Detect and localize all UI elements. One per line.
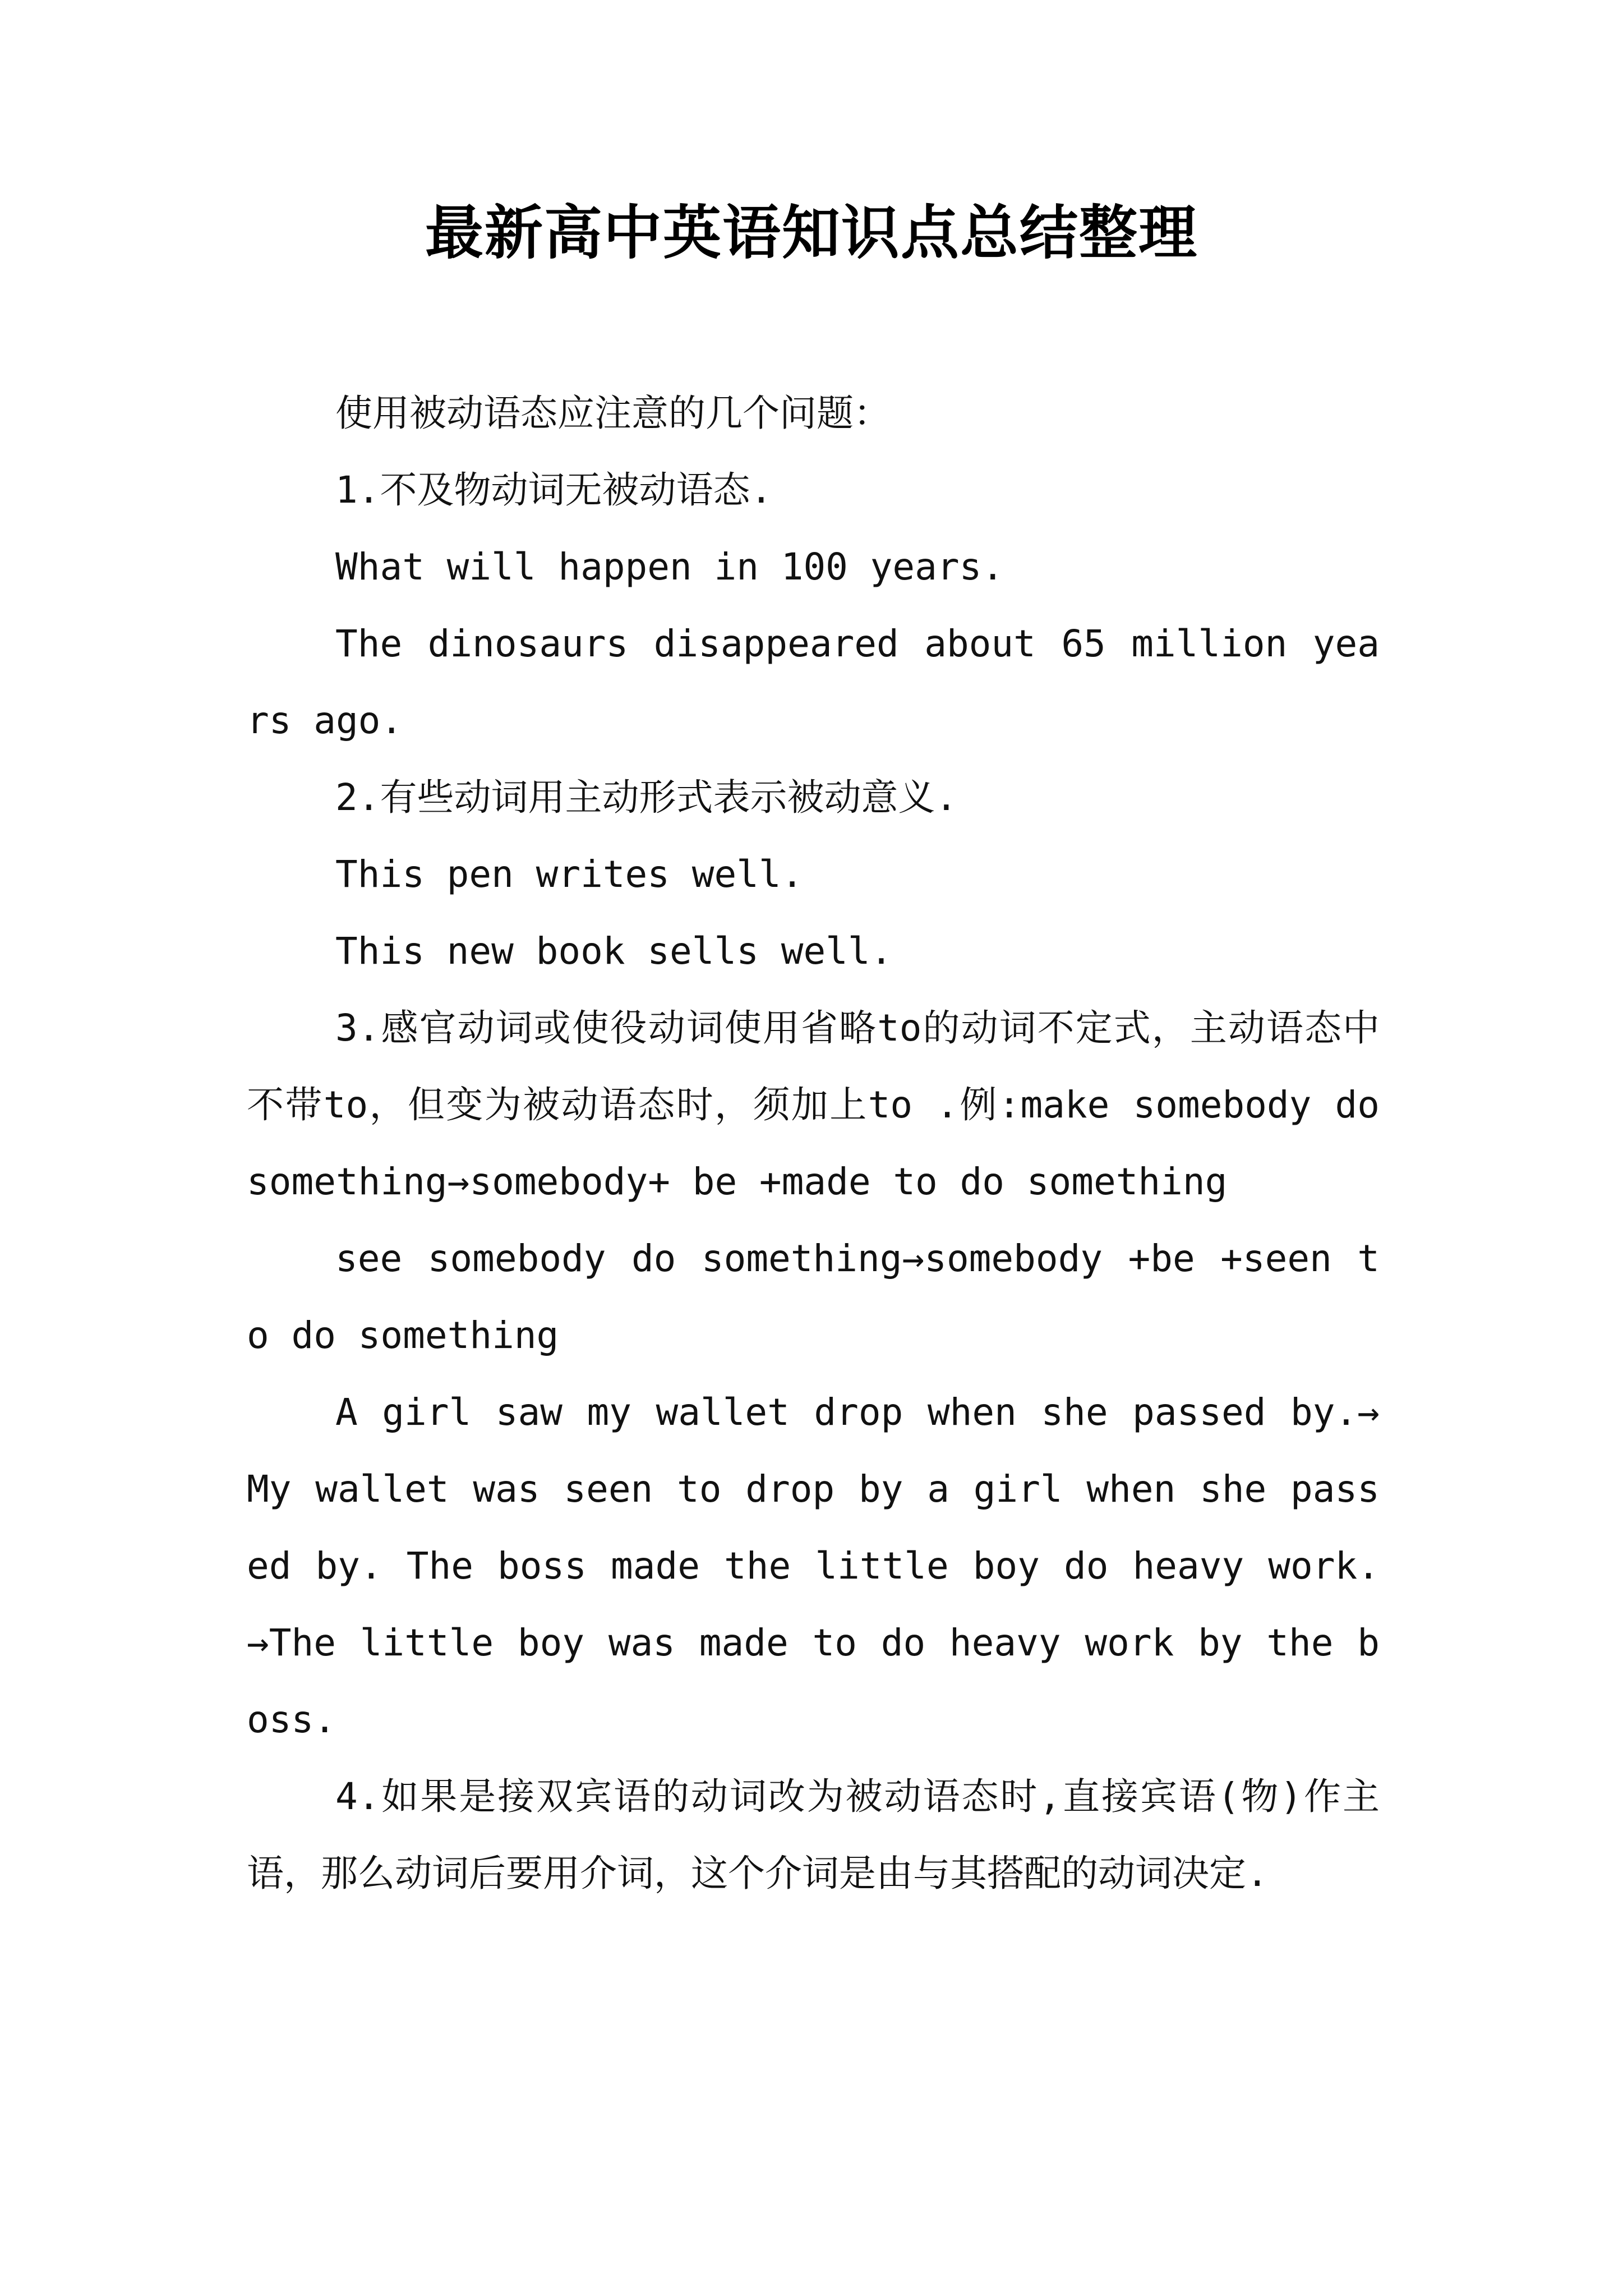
paragraph-rule-1: 1.不及物动词无被动语态. [335,468,773,512]
paragraph-passive-voice-intro: 使用被动语态应注意的几个问题： [335,392,891,435]
paragraph-example-2b: This new book sells well. [335,930,893,973]
paragraph-example-3b: A girl saw my wallet drop when she passed by.→My wallet was seen to drop by a girl when she passed by. The boss made the little boy do heavy work.→The little boy was made to do heavy work by the boss. [247,1391,1380,1741]
paragraph-example-2a: This pen writes well. [335,853,804,896]
paragraph-example-1b: The dinosaurs disappeared about 65 million years ago. [247,622,1380,742]
paragraph-rule-3: 3.感官动词或使役动词使用省略to的动词不定式，主动语态中不带to，但变为被动语态时，须加上to .例:make somebody do something→somebody+ be +made to do something [247,1006,1380,1203]
paragraph-rule-2: 2.有些动词用主动形式表示被动意义. [335,776,958,819]
document-title: 最新高中英语知识点总结整理 [425,198,1198,267]
paragraph-rule-4: 4.如果是接双宾语的动词改为被动语态时,直接宾语(物)作主语，那么动词后要用介词，这个介词是由与其搭配的动词决定. [247,1775,1380,1895]
paragraph-example-1a: What will happen in 100 years. [335,545,1004,588]
paragraph-example-3a: see somebody do something→somebody +be +seen to do something [247,1237,1380,1357]
document-body [247,375,1380,1912]
